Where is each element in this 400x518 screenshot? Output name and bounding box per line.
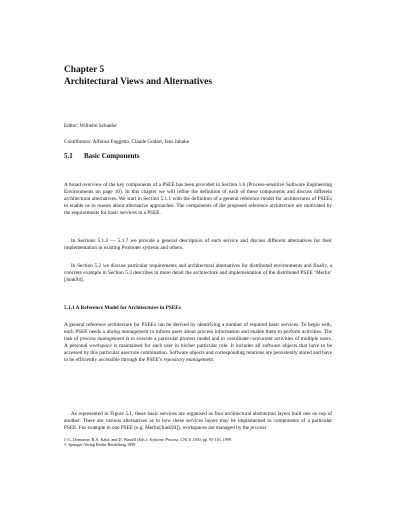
term-process-management: process management bbox=[79, 336, 125, 343]
paragraph-2: In Sections 5.1.2 — 5.1.7 we provide a general description of each service and discuss different alternatives for their implementation in existing Promoter systems and others. bbox=[64, 238, 332, 252]
paragraph-4-text-e: . bbox=[213, 357, 215, 364]
paragraph-4-text-a: A general reference architecture for PSEEs can be derived by identifying a number of required basic services. To begin with, each PSEE needs a bbox=[64, 322, 332, 336]
subsection-heading bbox=[64, 305, 332, 312]
editor-line: Editor: Wilhelm Schaefer bbox=[64, 123, 117, 129]
paragraph-5-block bbox=[64, 411, 332, 432]
section-title: Basic Components bbox=[84, 152, 140, 160]
contributors-line: Contributors: Alfonso Fuggetta, Claude Godart, Jens Jahnke bbox=[64, 139, 190, 145]
paragraph-3: In Section 5.2 we discuss particular requirements and architectural alternatives for distributed environments and finally, a concrete example in Section 5.3 describes in more detail the architecture and implementation of the distributed PSEE ‘Merlin’ [Junk94]. bbox=[64, 263, 332, 284]
section-heading bbox=[64, 152, 332, 161]
paragraph-5 bbox=[64, 411, 332, 432]
page-footer bbox=[64, 437, 332, 448]
paragraph-4-text-b: to inform users about process information and enable them to perform activities. The task of bbox=[64, 329, 332, 343]
citation-details: , LNCS 1500, pp. 95-116, 1999. bbox=[178, 437, 233, 442]
paragraph-4-block bbox=[64, 322, 332, 364]
subsection-number: 5.1.1 bbox=[64, 305, 75, 311]
paragraph-4-text-d: is maintained for each user in his/her particular role. It includes all software objects that have to be accessed by this particular user/role combination. Software objects and corresponding relations are persistently stored and have to be efficiently accessible through the PSEE’s bbox=[64, 343, 332, 364]
citation-authors: J.-C. Derniame, B.A. Kaba, and D. Wastell (Eds.): bbox=[64, 437, 150, 442]
section-number: 5.1 bbox=[64, 152, 73, 160]
term-dialog-management: dialog management bbox=[106, 329, 149, 336]
paragraph-1: A broad overview of the key components of a PSEE has been provided in Section 1.6 (Process-sensitive Software Engineering Environments on page 10). In this chapter we will refine the definition of each of these components and discuss different architectural alternatives. We start in Section 5.1.1 with the definition of a general reference model for architectures of PSEEs to enable us to reason about alternative approaches. The components of the proposed reference architecture are motivated by the requirements for basic services in a PSEE. bbox=[64, 182, 332, 217]
paragraph-5-text: As represented in Figure 5.1, these basic services are organised as four architectural abstraction layers built one on top of another. There are various alternatives as to how these services layers may be implemented in components of a particular PSEE. For example in one PSEE (e.g. Merlin[Junk94]), workspaces are managed by the bbox=[64, 411, 332, 432]
term-workspace: workspace bbox=[89, 343, 112, 350]
paragraph-4-text-c: is to execute a particular process model and to coordinate concurrent activities of multiple users. A personal bbox=[64, 336, 332, 350]
citation-title: Software Process bbox=[149, 437, 179, 442]
subsection-title: A Reference Model for Architectures in PSEEs bbox=[75, 305, 181, 311]
paragraph-3-block bbox=[64, 263, 332, 284]
chapter-number: Chapter 5 bbox=[64, 65, 105, 75]
copyright-line: © Springer-Verlag Berlin Heidelberg 1999 bbox=[64, 442, 136, 448]
paragraph-2-block bbox=[64, 238, 332, 252]
term-process: process bbox=[250, 425, 267, 432]
chapter-title: Architectural Views and Alternatives bbox=[64, 77, 212, 87]
term-repository-management: repository management bbox=[163, 357, 214, 364]
paragraph-1-block bbox=[64, 182, 332, 217]
chapter-heading bbox=[64, 64, 332, 88]
paragraph-4 bbox=[64, 322, 332, 364]
